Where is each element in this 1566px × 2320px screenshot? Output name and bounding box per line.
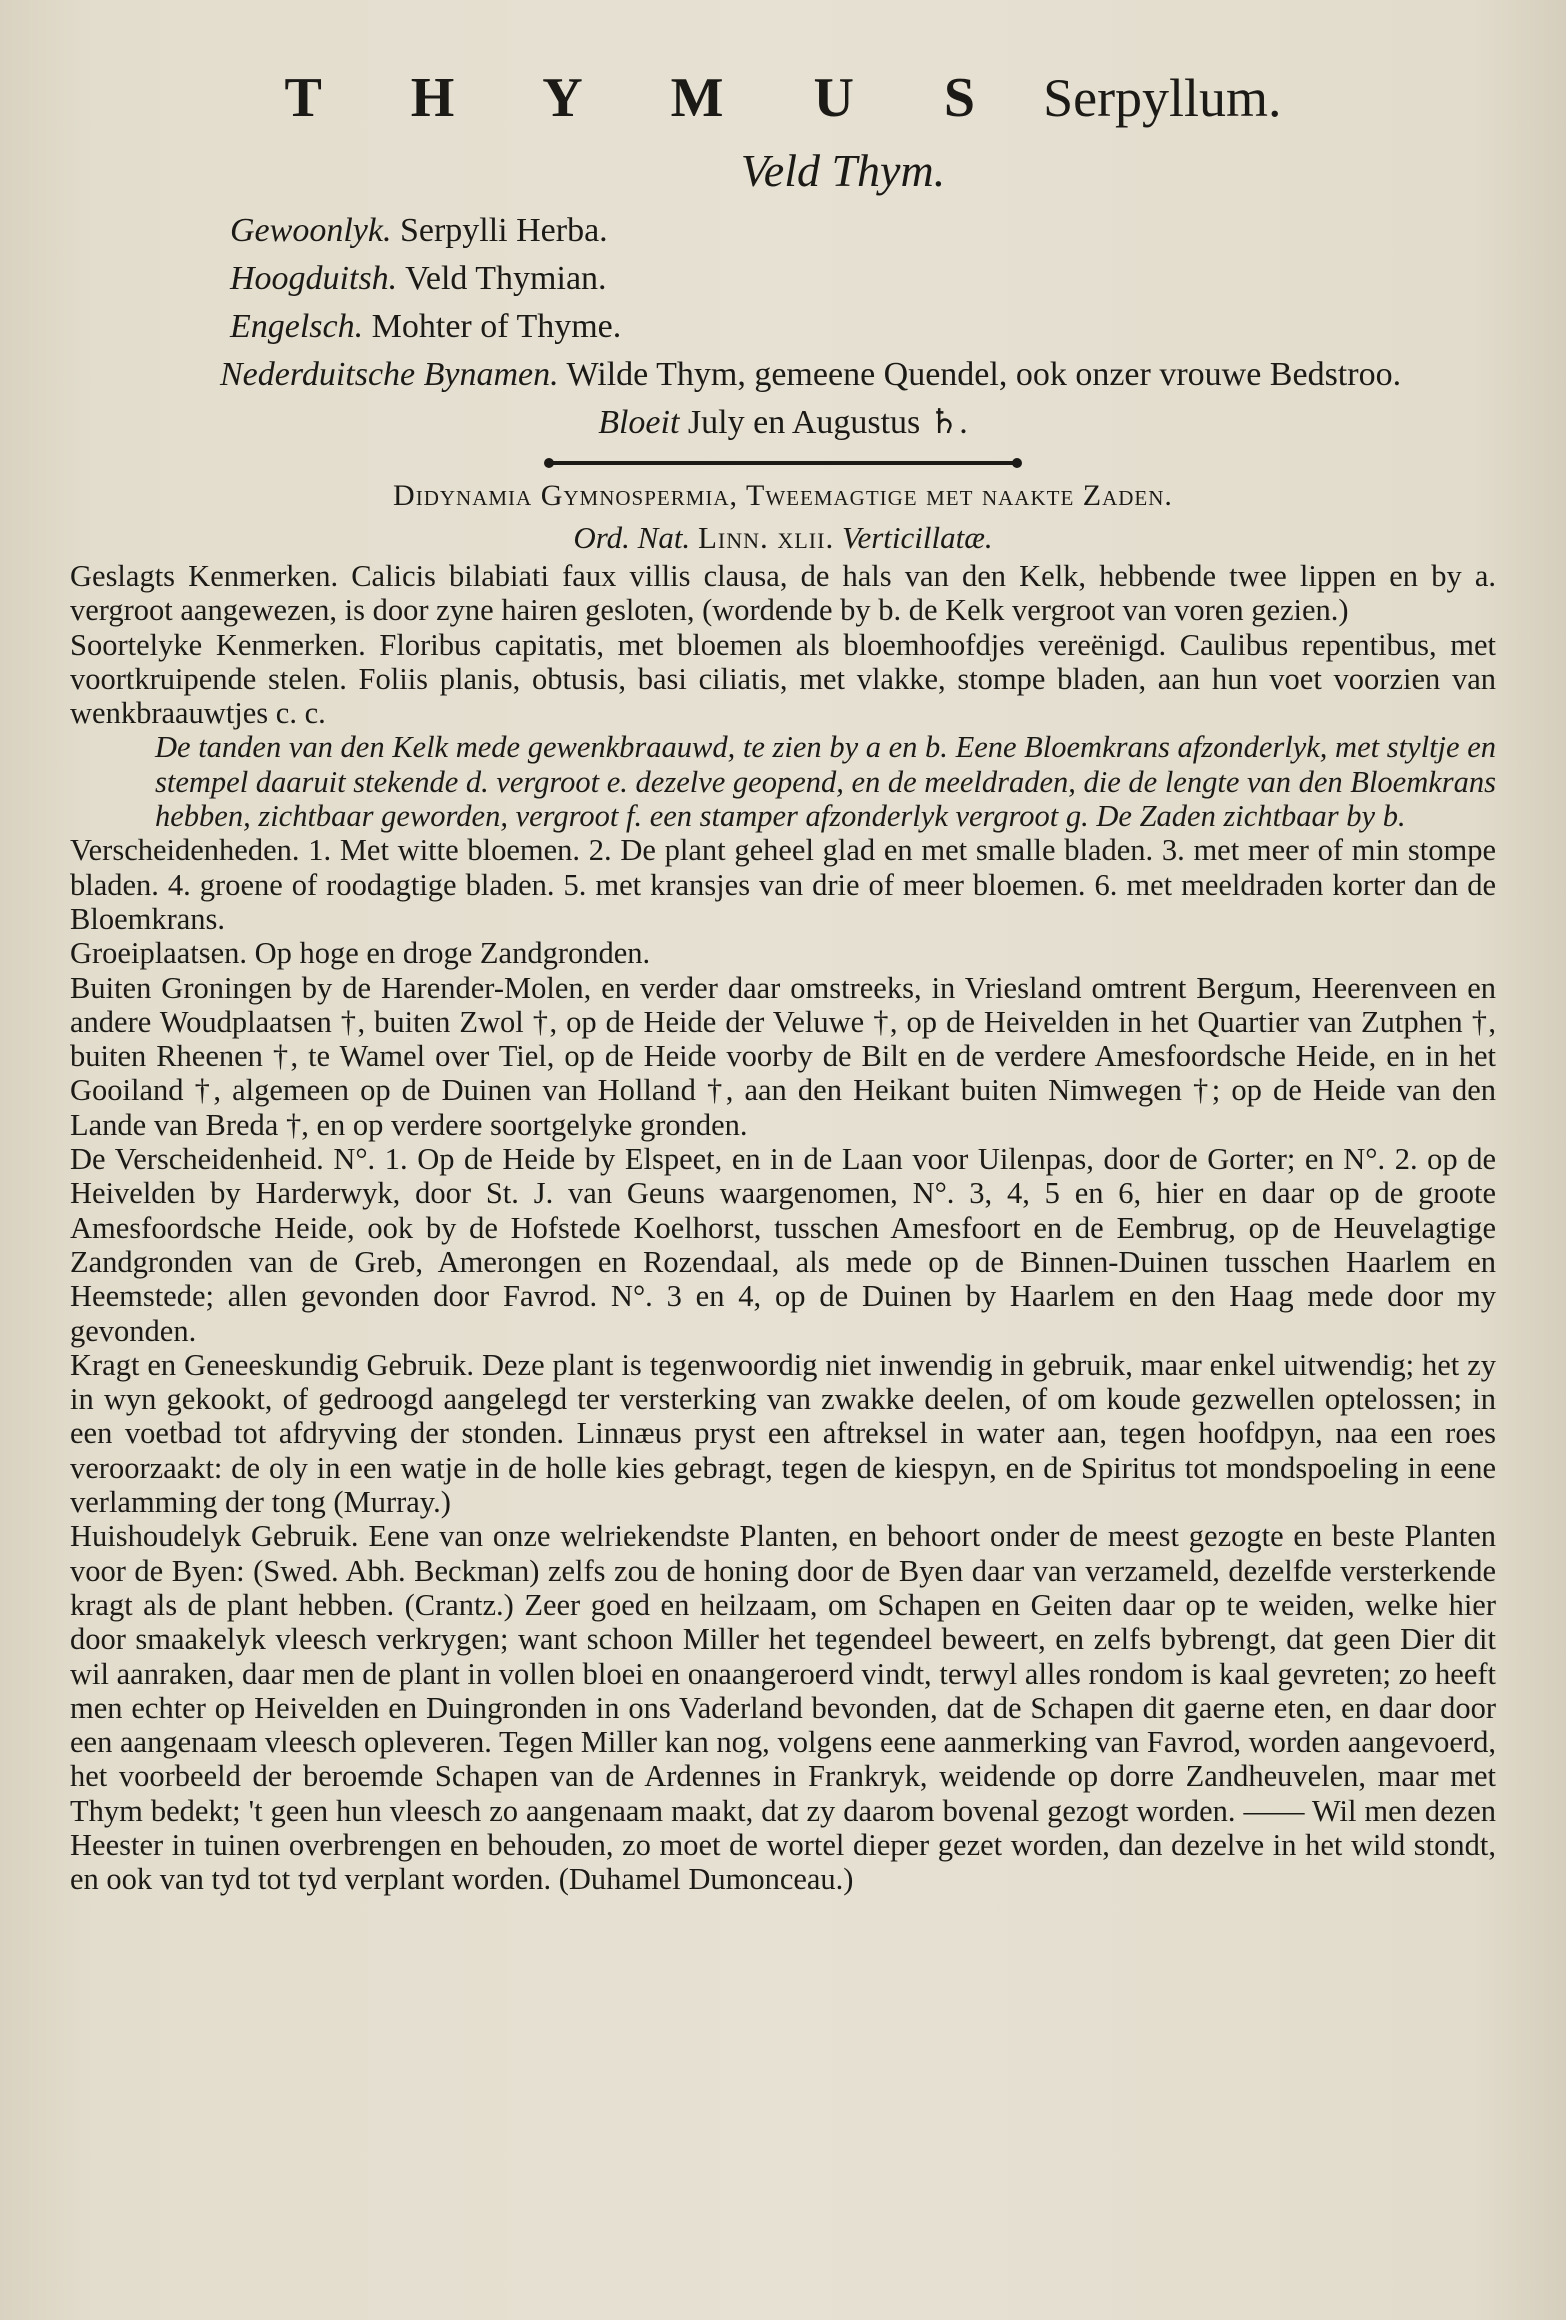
name-line bbox=[230, 255, 1496, 303]
bloei-label: Bloeit bbox=[598, 404, 680, 441]
paragraph-geslagts: Geslagts Kenmerken. Calicis bilabiati faux villis clausa, de hals van den Kelk, hebbende twee lippen en by a. vergroot aangewezen, is door zyne hairen gesloten, (wordende by b. de Kelk vergroot van voren gezien.) bbox=[70, 559, 1496, 628]
paragraph-locations: Buiten Groningen by de Harender-Molen, en verder daar omstreeks, in Vriesland omtrent Bergum, Heerenveen en andere Woudplaatsen †, buiten Zwol †, op de Heide der Veluwe †, op de Heivelden in het Quartier van Zutphen †, buiten Rheenen †, te Wamel over Tiel, op de Heide voorby de Bilt en de verdere Amesfoordsche Heide, en in het Gooiland †, algemeen op de Duinen van Holland †, aan den Heikant buiten Nimwegen †; op de Heide van den Lande van Breda †, en op verdere soortgelyke gronden. bbox=[70, 970, 1496, 1142]
name-label: Gewoonlyk. bbox=[230, 212, 392, 249]
ord-line bbox=[70, 517, 1496, 559]
name-label: Nederduitsche Bynamen. bbox=[220, 356, 559, 393]
divider-rule bbox=[548, 461, 1018, 465]
paragraph-kelk: De tanden van den Kelk mede gewenkbraauwd, te zien by a en b. Eene Bloemkrans afzonderlyk, met styltje en stempel daaruit stekende d. vergroot e. dezelve geopend, en de meeldraden, die de lengte van den Bloemkrans hebben, zichtbaar geworden, vergroot f. een stamper afzonderlyk vergroot g. De Zaden zichtbaar by b. bbox=[155, 730, 1497, 834]
paragraph-huishoudelyk: Huishoudelyk Gebruik. Eene van onze welriekendste Planten, en behoort onder de meest gezogte en beste Planten voor de Byen: (Swed. Abh. Beckman) zelfs zou de honing door de Byen daar van verzameld, dezelfde versterkende kragt als de plant hebben. (Crantz.) Zeer goed en heilzaam, om Schapen en Geiten daar op te weiden, welke hier door smaakelyk vleesch verkrygen; want schoon Miller het tegendeel beweert, en zelfs bybrengt, dat geen Dier dit wil aanraken, daar men de plant in vollen bloei en onaangeroerd vindt, terwyl alles rondom is kaal gevreten; zo heeft men echter op Heivelden en Duingronden in ons Vaderland bevonden, dat de Schapen dit gaerne eten, en daar door een aangenaam vleesch opleveren. Tegen Miller kan nog, volgens eene aanmerking van Favrod, worden aangevoerd, het voorbeeld der beroemde Schapen van de Ardennes in Frankryk, weidende op dorre Zandheuvelen, maar met Thym bedekt; 't geen hun vleesch zo aangenaam maakt, dat zy daarom bovenal gezogt worden. —— Wil men dezen Heester in tuinen overbrengen en behouden, zo moet de wortel dieper gezet worden, dan dezelve in het wild stondt, en ook van tyd tot tyd verplant worden. (Duhamel Dumonceau.) bbox=[70, 1519, 1496, 1897]
flowering-line bbox=[70, 399, 1496, 447]
classification: Didynamia Gymnospermia, Tweemagtige met naakte Zaden. bbox=[393, 479, 1173, 512]
ord-linn: Linn. xlii. bbox=[697, 520, 835, 555]
title-row bbox=[70, 67, 1496, 129]
name-label: Engelsch. bbox=[230, 308, 364, 345]
name-line bbox=[230, 207, 1496, 255]
name-value: Mohter of Thyme. bbox=[371, 308, 622, 345]
body-text bbox=[70, 559, 1496, 1897]
name-line bbox=[230, 303, 1496, 351]
paragraph-verscheidenheid: De Verscheidenheid. N°. 1. Op de Heide by Elspeet, en in de Laan voor Uilenpas, door de Gorter; en N°. 2. op de Heivelden by Harderwyk, door St. J. van Geuns waargenomen, N°. 3, 4, 5 en 6, hier en daar op de groote Amesfoordsche Heide, ook by de Hofstede Koelhorst, tusschen Amesfoort en de Eembrug, op de Heuvelagtige Zandgronden van de Greb, Amerongen en Rozendaal, als mede op de Binnen-Duinen tusschen Haarlem en Heemstede; allen gevonden door Favrod. N°. 3 en 4, op de Duinen by Haarlem en den Haag mede door my gevonden. bbox=[70, 1142, 1496, 1348]
common-names bbox=[70, 207, 1496, 399]
name-line bbox=[220, 351, 1496, 399]
name-value: Serpylli Herba. bbox=[399, 212, 608, 249]
paragraph-kragt: Kragt en Geneeskundig Gebruik. Deze plant is tegenwoordig niet inwendig in gebruik, maar enkel uitwendig; het zy in wyn gekookt, of gedroogd aangelegd ter versterking van zwakke deelen, of om koude gezwellen optelossen; in een voetbad tot afdryving der stonden. Linnæus pryst een aftreksel in water aan, tegen hoofdpyn, naa een roes veroorzaakt: de oly in een watje in de holle kies gebragt, tegen de kiespyn, en de Spiritus tot mondspoeling in eene verlamming der tong (Murray.) bbox=[70, 1347, 1496, 1520]
dutch-name: Veld Thym. bbox=[740, 145, 946, 196]
paragraph-soortelyke: Soortelyke Kenmerken. Floribus capitatis, met bloemen als bloemhoofdjes vereënigd. Caulibus repentibus, met voortkruipende stelen. Foliis planis, obtusis, basi ciliatis, met vlakke, stompe bladen, aan hun voet voorzien van wenkbraauwtjes c. c. bbox=[70, 627, 1496, 731]
paragraph-verscheidenheden: Verscheidenheden. 1. Met witte bloemen. 2. De plant geheel glad en met smalle bladen. 3. met meer of min stompe bladen. 4. groene of roodagtige bladen. 5. met kransjes van drie of meer bloemen. 6. met meeldraden korter dan de Bloemkrans. bbox=[70, 833, 1496, 936]
bloei-value: July en Augustus ♄. bbox=[687, 404, 968, 441]
ord-prefix: Ord. Nat. bbox=[573, 520, 691, 555]
name-value: Veld Thymian. bbox=[405, 260, 607, 297]
genus-title: T H Y M U S bbox=[284, 67, 1014, 129]
species-title: Serpyllum. bbox=[1043, 68, 1282, 128]
ord-group: Verticillatæ. bbox=[841, 520, 993, 555]
name-label: Hoogduitsh. bbox=[230, 260, 398, 297]
paragraph-groeiplaatsen: Groeiplaatsen. Op hoge en droge Zandgronden. bbox=[70, 936, 651, 971]
name-value: Wilde Thym, gemeene Quendel, ook onzer vrouwe Bedstroo. bbox=[566, 356, 1402, 393]
